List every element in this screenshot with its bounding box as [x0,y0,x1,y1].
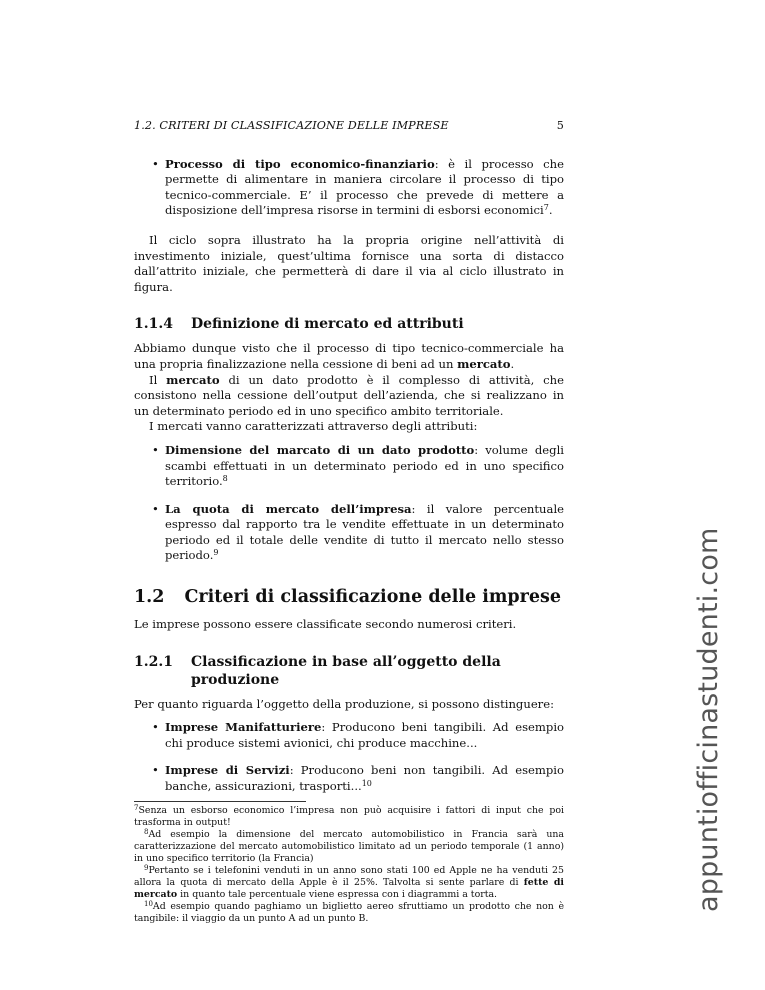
section-number: 1.2.1 [134,653,173,670]
footnote: $^{10}$Ad esempio quando paghiamo un biglietto aereo sfruttiamo un prodotto che non è tangibile: il viaggio da un punto A ad un punto B. [134,899,564,924]
item-term: Dimensione del marcato di un dato prodotto [165,442,475,457]
footnote-ref: 10 [361,779,372,789]
item-text: : volume degli scambi effettuati in un determinato periodo ed in uno specifico territorio. [165,442,564,489]
item-term: La quota di mercato dell’impresa [165,501,412,516]
section-number: 1.1.4 [134,316,173,333]
item-term: Imprese di Servizi [165,763,290,778]
footnote-number: 9 [144,863,149,872]
paragraph: Abbiamo dunque visto che il processo di tipo tecnico-commerciale ha una propria finalizzazione nella cessione di beni ad un mercato. [134,341,564,371]
paragraph: Il ciclo sopra illustrato ha la propria origine nell’attività di investimento iniziale, quest’ultima fornisce una sorta di distacco dall’attrito iniziale, che permetterà di dare il via al ciclo illustrato in figura. [134,232,564,294]
bullet-icon: • [152,501,159,516]
item-term: Imprese Manifatturiere [165,720,322,735]
running-header [134,118,564,134]
item-term: Processo di tipo economico-finanziario [165,156,435,171]
list-item [134,763,564,794]
footnote-number: 8 [144,827,149,836]
paragraph: I mercati vanno caratterizzati attraverso degli attributi: [149,419,478,434]
bullet-icon: • [152,442,159,457]
attributes-list [134,443,564,564]
footnote: $^8$Ad esempio la dimensione del mercato automobilistico in Francia sarà una caratterizzazione del mercato automobilistico limitato ad un periodo temporale (1 anno) in uno specifico territorio (la Francia) [134,827,564,864]
item-text: : Producono beni tangibili. Ad esempio chi produce sistemi avionici, chi produce macchine... [165,720,565,750]
watermark: appuntiofficinastudenti.com [693,527,724,912]
list-item [134,720,564,751]
section-title: Definizione di mercato ed attributi [190,316,464,333]
section-heading-1-2 [134,586,564,608]
running-title: 1.2. CRITERI DI CLASSIFICAZIONE DELLE IMPRESE [134,119,449,132]
list-item [134,443,564,490]
production-list [134,720,564,794]
item-text: : il valore percentuale espresso dal rapporto tra le vendite effettuate in un determinato periodo ed il totale delle vendite di tutto il mercato nello stesso periodo. [165,501,565,563]
list-item [134,502,564,564]
item-text: : è il processo che permette di alimentare in maniera circolare il processo di tipo tecnico-commerciale. E’ il processo che prevede di mettere a disposizione dell’impresa risorse in termini di esborsi economici [165,156,564,218]
top-bullet-list [134,157,564,219]
footnote-ref: 9 [213,548,219,558]
bullet-icon: • [152,156,159,171]
footnote: $^9$Pertanto se i telefonini venduti in un anno sono stati 100 ed Apple ne ha venduti 25 allora la quota di mercato della Apple è il 25%. Talvolta si sente parlare di fette di mercato in quanto tale percentuale viene espressa con i diagrammi a torta. [134,863,564,900]
footnote-ref: 7 [543,203,549,213]
footnotes [134,805,564,925]
section-title: Criteri di classificazione delle imprese [184,587,561,608]
section-number: 1.2 [134,587,165,608]
bullet-icon: • [152,720,159,735]
section-title: Classificazione in base all’oggetto della produzione [190,653,501,688]
page-content [134,118,564,925]
list-item: • Processo di tipo economico-finanziario: è il processo che permette di alimentare in maniera circolare il processo di tipo tecnico-commerciale. E’ il processo che prevede di mettere a disposizione dell’impresa risorse in termini di esborsi economici$^7$. [152,156,564,218]
paragraph: Le imprese possono essere classificate secondo numerosi criteri. [134,617,517,632]
footnote-ref: 8 [222,474,228,484]
footnote-number: 10 [144,899,153,908]
paragraph: Per quanto riguarda l’oggetto della produzione, si possono distinguere: [134,696,554,711]
section-heading-1-1-4 [134,315,564,333]
page-number: 5 [556,119,564,132]
paragraph: Il mercato di un dato prodotto è il complesso di attività, che consistono nella cessione dell’output dell’azienda, che si realizzano in un determinato periodo ed in uno specifico ambito territoriale. [134,372,564,418]
footnote: $^7$Senza un esborso economico l’impresa non può acquisire i fattori di input che poi trasforma in output! [134,803,564,828]
item-text: : Producono beni non tangibili. Ad esempio banche, assicurazioni, trasporti... [165,763,564,794]
footnote-rule [134,801,306,802]
footnote-number: 7 [134,803,139,812]
bullet-icon: • [152,763,159,778]
section-heading-1-2-1 [134,653,564,689]
